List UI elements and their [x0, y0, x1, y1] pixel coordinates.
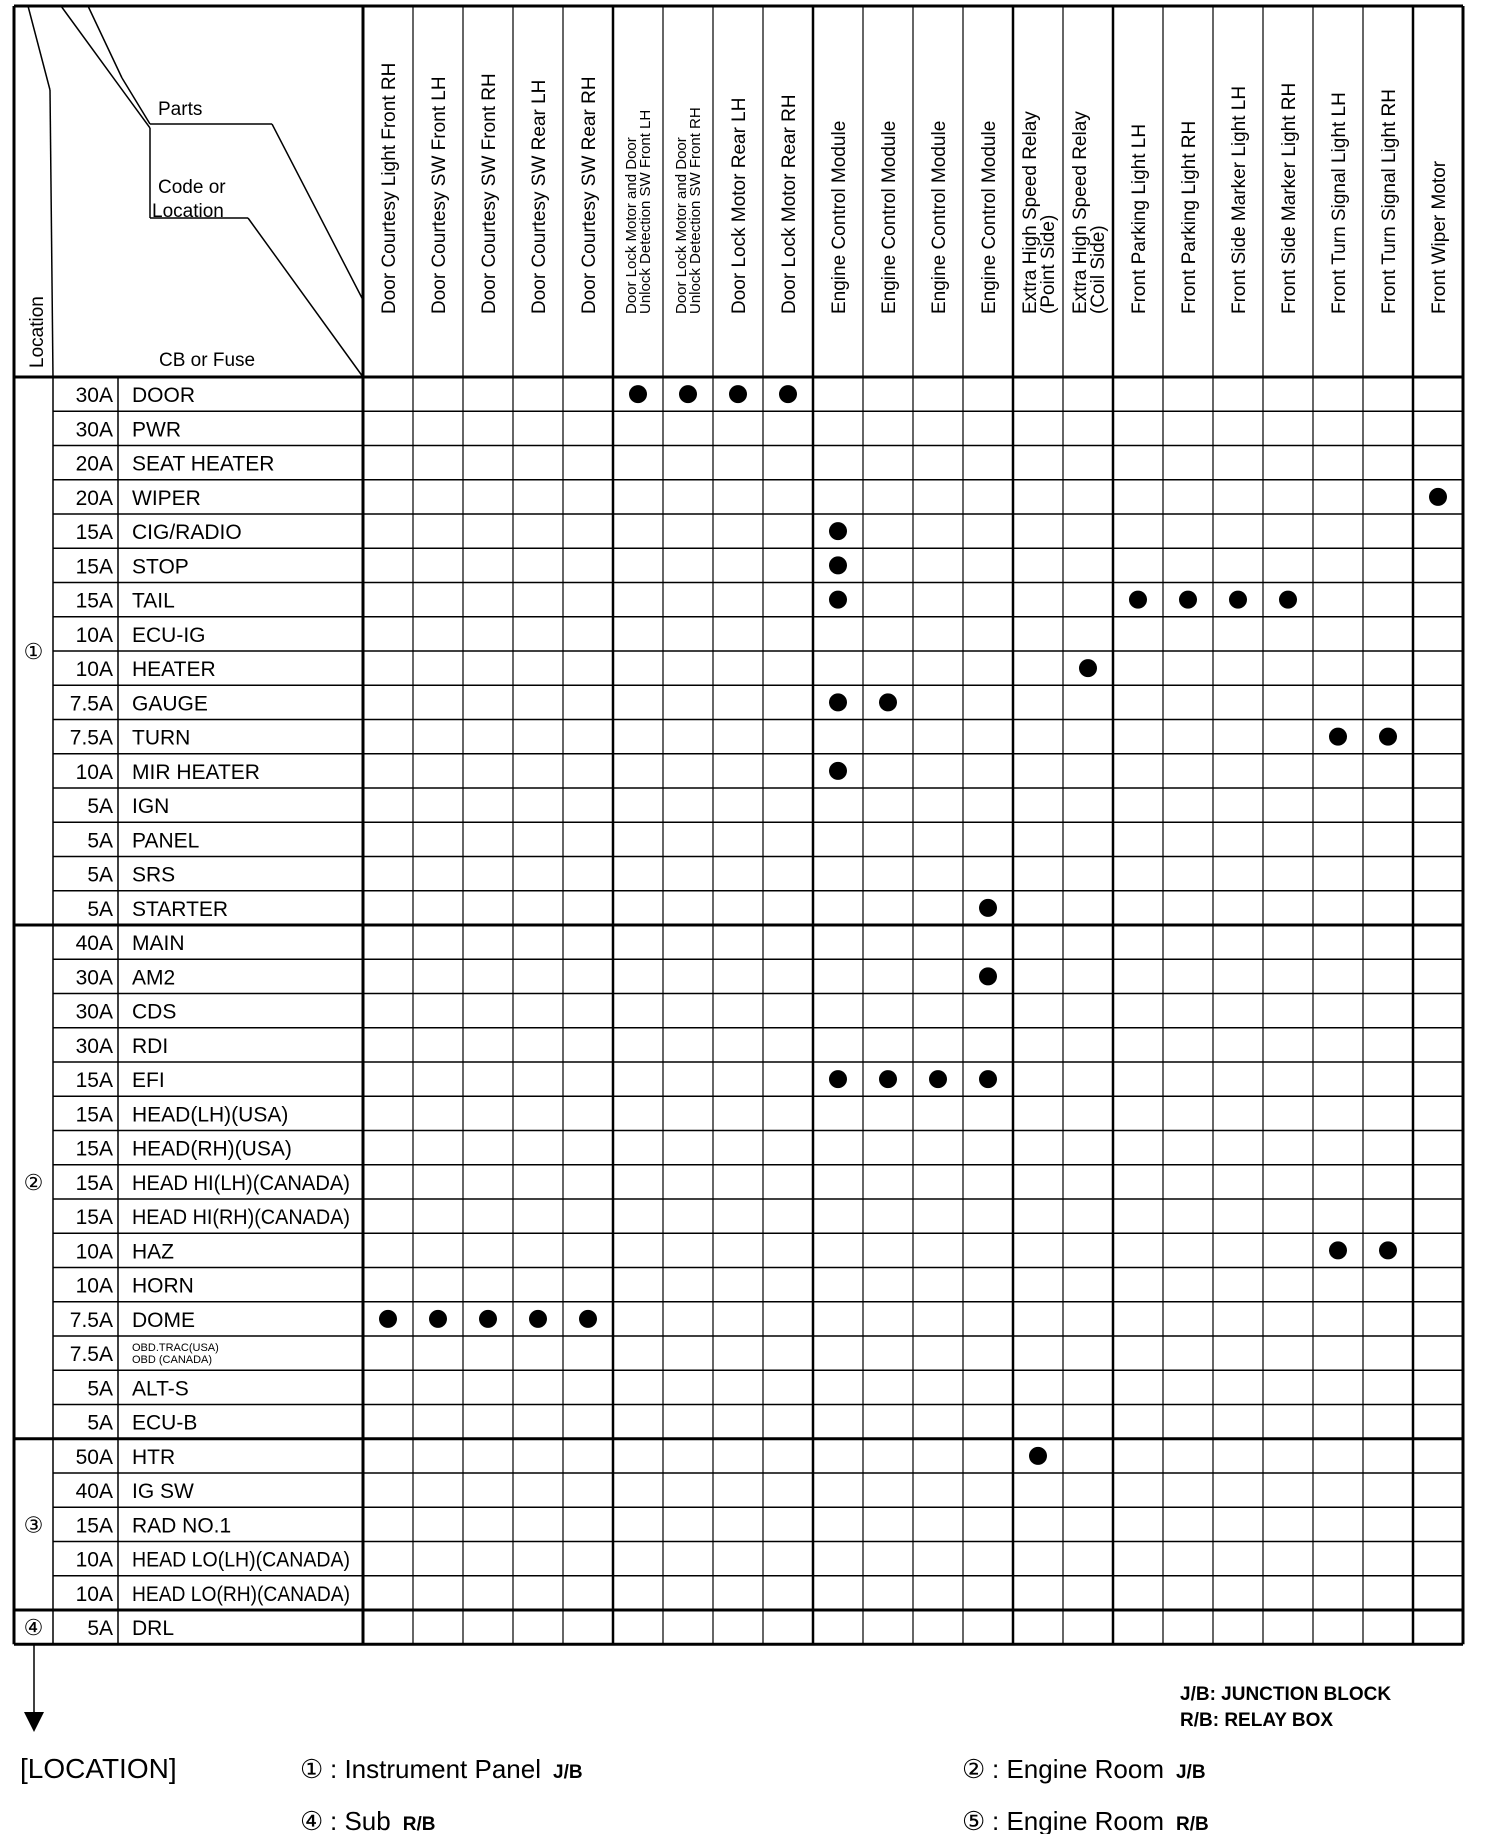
fuse-name: HEAD HI(RH)(CANADA) — [132, 1206, 350, 1230]
fuse-amperage: 15A — [75, 1514, 113, 1538]
fuse-name: EFI — [132, 1069, 165, 1093]
fuse-amperage: 5A — [87, 897, 113, 921]
connection-dot — [629, 385, 647, 403]
fuse-amperage: 5A — [87, 1377, 113, 1401]
column-header-15: Extra High Speed Relay — [1070, 111, 1091, 314]
fuse-name: MIR HEATER — [132, 760, 260, 784]
connection-dot — [829, 1070, 847, 1088]
location-marker-1: ① — [23, 639, 44, 664]
code-label-line2: Location — [152, 201, 224, 222]
column-header-20: Front Turn Signal Light LH — [1329, 92, 1350, 314]
fuse-amperage: 7.5A — [69, 726, 113, 750]
fuse-amperage: 10A — [75, 1274, 113, 1298]
fuse-amperage: 15A — [75, 521, 113, 545]
column-header-12: Engine Control Module — [929, 120, 950, 314]
connection-dot — [829, 556, 847, 574]
fuse-amperage: 20A — [75, 486, 113, 510]
fuse-amperage: 7.5A — [69, 692, 113, 716]
fuse-name: ALT-S — [132, 1377, 189, 1401]
fuse-amperage: 10A — [75, 658, 113, 682]
location-marker-3: ③ — [23, 1512, 44, 1538]
connection-dot — [729, 385, 747, 403]
legend-text-1: : Instrument Panel — [330, 1754, 541, 1784]
column-header-17: Front Parking Light RH — [1179, 120, 1200, 314]
legend-number-1: ① — [300, 1754, 324, 1784]
legend-text-2: : Engine Room — [992, 1754, 1164, 1784]
fuse-name: HEAD(RH)(USA) — [132, 1137, 292, 1161]
connection-dot — [779, 385, 797, 403]
fuse-amperage: 15A — [75, 1171, 113, 1195]
fuse-name: DRL — [132, 1617, 175, 1641]
legend-abbr-4: R/B — [1175, 1814, 1209, 1834]
connection-dot — [1279, 591, 1297, 609]
column-header-7: Door Lock Motor and Door — [673, 137, 690, 314]
fuse-name: IGN — [132, 795, 170, 819]
fuse-name: STARTER — [132, 897, 229, 921]
fuse-amperage: 10A — [75, 1582, 113, 1606]
legend-number-2: ② — [962, 1754, 986, 1784]
connection-dot — [1029, 1447, 1047, 1465]
connection-dot — [679, 385, 697, 403]
fuse-amperage: 40A — [75, 932, 113, 956]
location-marker-4: ④ — [23, 1615, 44, 1641]
fuse-amperage: 15A — [75, 1206, 113, 1230]
location-marker-2: ② — [23, 1169, 44, 1195]
column-header-21: Front Turn Signal Light RH — [1379, 89, 1400, 314]
fuse-amperage: 30A — [75, 1034, 113, 1058]
connection-dot — [1179, 591, 1197, 609]
connection-dot — [429, 1310, 447, 1328]
connection-dot — [929, 1070, 947, 1088]
fuse-name-line1: OBD.TRAC(USA) — [132, 1342, 219, 1355]
header-diagonal-line — [122, 78, 150, 124]
fuse-name-line2: OBD (CANADA) — [132, 1354, 213, 1367]
fuse-amperage: 5A — [87, 1617, 113, 1641]
column-header-1: Door Courtesy Light Front RH — [379, 62, 400, 314]
parts-label: Parts — [158, 99, 203, 120]
fuse-amperage: 15A — [75, 1103, 113, 1127]
fuse-amperage: 20A — [75, 452, 113, 476]
connection-dot — [979, 967, 997, 985]
fuse-amperage: 30A — [75, 384, 113, 408]
column-header-9: Door Lock Motor Rear RH — [779, 94, 800, 314]
fuse-name: HORN — [132, 1274, 194, 1298]
connection-dot — [579, 1310, 597, 1328]
fuse-name: IG SW — [132, 1480, 194, 1504]
connection-dot — [979, 1070, 997, 1088]
legend-abbr-2: J/B — [1175, 1762, 1206, 1783]
connection-dot — [1329, 728, 1347, 746]
fuse-amperage: 30A — [75, 1000, 113, 1024]
fuse-amperage: 15A — [75, 1069, 113, 1093]
fuse-name: HEATER — [132, 658, 216, 682]
column-header-16: Front Parking Light LH — [1129, 123, 1150, 314]
fuse-amperage: 50A — [75, 1445, 113, 1469]
fuse-name: ECU-IG — [132, 623, 206, 647]
fuse-name: TAIL — [132, 589, 175, 613]
column-header-11: Engine Control Module — [879, 120, 900, 314]
column-header-6: Unlock Detection SW Front LH — [637, 109, 654, 314]
fuse-amperage: 15A — [75, 1137, 113, 1161]
legend-text-3: : Sub — [330, 1806, 391, 1834]
header-diagonal-line — [28, 6, 50, 90]
legend-text-4: : Engine Room — [992, 1806, 1164, 1834]
connection-dot — [1329, 1241, 1347, 1259]
fuse-name: PANEL — [132, 829, 200, 853]
fuse-name: WIPER — [132, 486, 201, 510]
connection-dot — [1379, 728, 1397, 746]
connection-dot — [1379, 1241, 1397, 1259]
fuse-amperage: 30A — [75, 966, 113, 990]
column-header-2: Door Courtesy SW Front LH — [429, 76, 450, 314]
fuse-name: TURN — [132, 726, 191, 750]
column-header-4: Door Courtesy SW Rear LH — [529, 79, 550, 314]
connection-dot — [879, 1070, 897, 1088]
fuse-name: ECU-B — [132, 1411, 198, 1435]
header-diagonal-line — [50, 90, 53, 377]
fuse-name: CIG/RADIO — [132, 521, 242, 545]
column-header-10: Engine Control Module — [829, 120, 850, 314]
fuse-name: HAZ — [132, 1240, 174, 1264]
fuse-amperage: 15A — [75, 555, 113, 579]
fuse-amperage: 40A — [75, 1480, 113, 1504]
fuse-name: CDS — [132, 1000, 177, 1024]
fuse-amperage: 10A — [75, 623, 113, 647]
column-header-15: (Coil Side) — [1088, 225, 1109, 314]
legend-abbr-3: R/B — [402, 1814, 436, 1834]
column-header-8: Door Lock Motor Rear LH — [729, 97, 750, 314]
connection-dot — [1129, 591, 1147, 609]
connection-dot — [879, 693, 897, 711]
fuse-name: HEAD(LH)(USA) — [132, 1103, 289, 1127]
fuse-name: HTR — [132, 1445, 176, 1469]
legend-abbr-1: J/B — [553, 1762, 583, 1783]
header-diagonal-line — [248, 218, 363, 377]
fuse-amperage: 15A — [75, 589, 113, 613]
column-header-19: Front Side Marker Light RH — [1279, 82, 1300, 314]
fuse-amperage: 5A — [87, 795, 113, 819]
fuse-name: HEAD LO(LH)(CANADA) — [132, 1548, 350, 1572]
legend-number-4: ⑤ — [962, 1806, 986, 1834]
connection-dot — [529, 1310, 547, 1328]
legend-rb: R/B: RELAY BOX — [1180, 1710, 1334, 1731]
header-diagonal-line — [61, 6, 150, 128]
column-header-3: Door Courtesy SW Front RH — [479, 73, 500, 314]
fuse-amperage: 5A — [87, 863, 113, 887]
fuse-name: GAUGE — [132, 692, 208, 716]
fuse-name: DOOR — [132, 384, 195, 408]
fuse-amperage: 10A — [75, 1240, 113, 1264]
fuse-name: DOME — [132, 1308, 195, 1332]
legend-number-3: ④ — [300, 1806, 324, 1834]
fuse-name: STOP — [132, 555, 189, 579]
header-diagonal-line — [272, 124, 363, 300]
fuse-amperage: 7.5A — [69, 1308, 113, 1332]
column-header-13: Engine Control Module — [979, 120, 1000, 314]
legend-title: [LOCATION] — [20, 1753, 177, 1784]
column-header-22: Front Wiper Motor — [1429, 160, 1450, 314]
connection-dot — [1079, 659, 1097, 677]
fuse-name: PWR — [132, 418, 181, 442]
legend-arrow-head — [24, 1712, 44, 1732]
connection-dot — [829, 693, 847, 711]
column-header-7: Unlock Detection SW Front RH — [687, 107, 704, 314]
fuse-name: SEAT HEATER — [132, 452, 275, 476]
code-label-line1: Code or — [158, 177, 226, 198]
cb-fuse-label: CB or Fuse — [159, 350, 256, 371]
connection-dot — [829, 762, 847, 780]
fuse-name: HEAD HI(LH)(CANADA) — [132, 1171, 350, 1195]
fuse-amperage: 30A — [75, 418, 113, 442]
column-header-14: (Point Side) — [1038, 214, 1059, 314]
connection-dot — [379, 1310, 397, 1328]
fuse-name: SRS — [132, 863, 176, 887]
connection-dot — [479, 1310, 497, 1328]
fuse-name: AM2 — [132, 966, 176, 990]
fuse-amperage: 5A — [87, 1411, 113, 1435]
connection-dot — [829, 591, 847, 609]
fuse-name: MAIN — [132, 932, 185, 956]
fuse-amperage: 5A — [87, 829, 113, 853]
column-header-18: Front Side Marker Light LH — [1229, 85, 1250, 314]
column-header-6: Door Lock Motor and Door — [623, 137, 640, 314]
fuse-amperage: 7.5A — [69, 1343, 113, 1367]
fuse-amperage: 10A — [75, 1548, 113, 1572]
fuse-amperage: 10A — [75, 760, 113, 784]
connection-dot — [1429, 488, 1447, 506]
column-header-5: Door Courtesy SW Rear RH — [579, 76, 600, 314]
location-header-label: Location — [27, 296, 48, 368]
connection-dot — [1229, 591, 1247, 609]
fuse-name: RAD NO.1 — [132, 1514, 232, 1538]
fuse-name: RDI — [132, 1034, 169, 1058]
fuse-name: HEAD LO(RH)(CANADA) — [132, 1582, 350, 1606]
column-header-14: Extra High Speed Relay — [1020, 111, 1041, 314]
connection-dot — [829, 522, 847, 540]
legend-jb: J/B: JUNCTION BLOCK — [1180, 1684, 1392, 1705]
connection-dot — [979, 899, 997, 917]
